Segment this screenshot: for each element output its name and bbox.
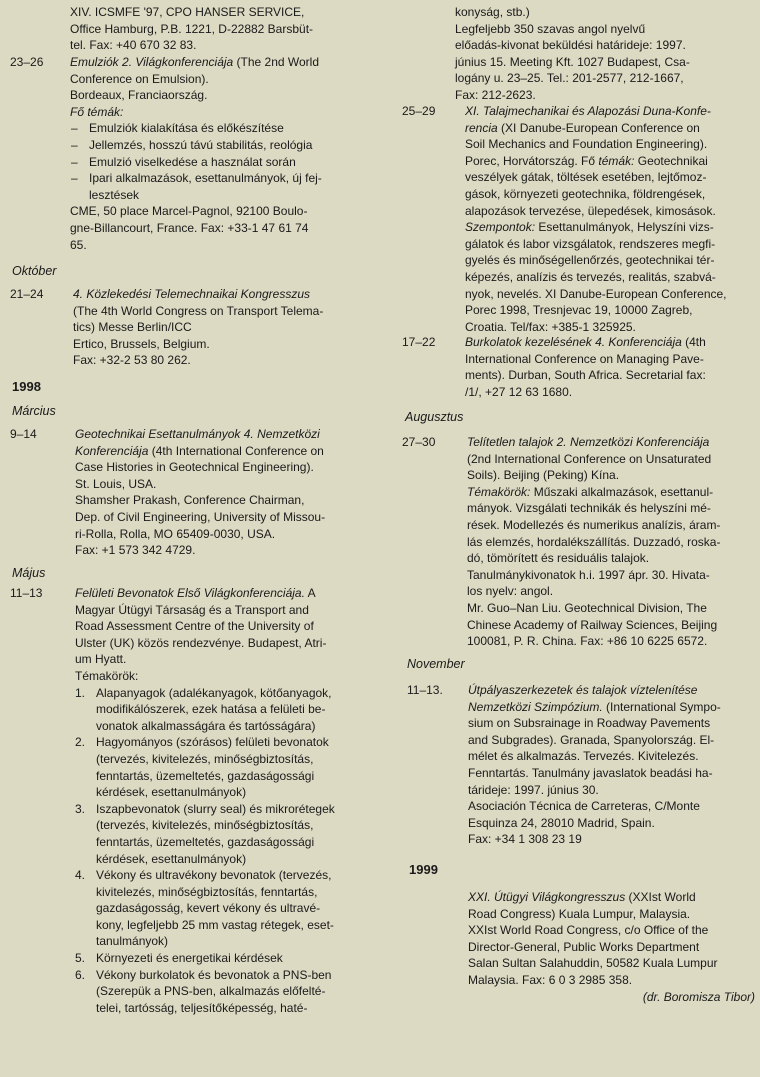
entry-emulsion	[70, 54, 360, 253]
text-line: Croatia. Tel/fax: +385-1 325925.	[465, 319, 636, 334]
text-line: kony, legfeljebb 25 mm vastag rétegek, eset-	[96, 917, 334, 932]
entry-continuation	[70, 4, 360, 54]
text-span: Geotechnikai	[634, 153, 708, 168]
topics-list	[75, 685, 365, 1017]
text-line: Tanulmánykivonatok h.i. 1997 ápr. 30. Hivata-	[467, 567, 710, 582]
text-line: ments). Durban, South Africa. Secretarial fax:	[465, 368, 706, 383]
text-line: Conference on Emulsion).	[70, 71, 209, 86]
text-line: kérdések, esettanulmányok)	[96, 851, 247, 866]
text-line: Shamsher Prakash, Conference Chairman,	[75, 493, 305, 508]
text-span: (International Sympo-	[602, 699, 721, 714]
text-line: Fenntartás. Tanulmány javaslatok beadási ha-	[468, 765, 713, 780]
text-span: A	[304, 586, 316, 600]
text-line: június 15. Meeting Kft. 1027 Budapest, Csa-	[455, 54, 690, 69]
entry-title: XI. Talajmechanikai és Alapozási Duna-Konfe-	[465, 104, 711, 118]
entry-date: 25–29	[402, 104, 436, 118]
text-line: (tervezés, kivitelezés, minőségbiztosítás,	[96, 751, 314, 766]
text-line: /1/, +27 12 63 1680.	[465, 384, 573, 399]
text-line: modifikálószerek, ezek hatása a felületi be-	[96, 702, 326, 717]
entry-title: 4. Közlekedési Telemechnaikai Kongresszus	[73, 287, 311, 301]
entry-date: 27–30	[402, 435, 436, 449]
text-line: Bordeaux, Franciaország.	[70, 88, 208, 103]
text-line: kivitelezés, minőségbiztosítás, fenntartás,	[96, 884, 318, 899]
label-span: témák:	[598, 153, 635, 168]
label-span: Szempontok:	[465, 220, 536, 235]
entry-pavements	[465, 334, 755, 400]
text-line: Soils). Beijing (Peking) Kína.	[467, 468, 620, 483]
list-item	[75, 801, 365, 867]
text-line: Porec 1998, Tresnjevac 19, 10000 Zagreb,	[465, 303, 693, 318]
text-line: International Conference on Managing Pave-	[465, 351, 704, 366]
entry-date: 23–26	[10, 55, 44, 69]
text-line: tel. Fax: +40 670 32 83.	[70, 38, 197, 53]
text-line: and Subgrades). Granada, Spanyolország. El-	[468, 732, 715, 747]
entry-danube	[465, 103, 755, 335]
text-line: tárideje: 1997. június 30.	[468, 782, 599, 797]
text-line: um Hyatt.	[75, 652, 127, 667]
label-span: Témakörök:	[467, 484, 531, 499]
text-line: Salan Sultan Salahuddin, 50582 Kuala Lumpur	[468, 956, 718, 971]
text-span: Műszaki alkalmazások, esettanul-	[530, 484, 714, 499]
list-item: – Emulziók kialakítása és előkészítése	[70, 120, 360, 137]
entry-surface-coatings	[75, 585, 365, 1016]
text-line: Magyar Útügyi Társaság és a Transport and	[75, 602, 309, 617]
text-line: Fax: +1 573 342 4729.	[75, 543, 196, 558]
entry-unsaturated-soils	[467, 434, 755, 650]
item-number: 3.	[75, 801, 86, 816]
text-span: Porec, Horvátország. Fő	[465, 153, 599, 168]
item-number: 5.	[75, 951, 86, 966]
entry-title: Telítetlen talajok 2. Nemzetközi Konferenciája	[467, 435, 710, 449]
month-heading: Augusztus	[405, 410, 464, 424]
text-line: Fax: +34 1 308 23 19	[468, 832, 582, 847]
text-line: tics) Messe Berlin/ICC	[73, 320, 192, 335]
entry-geotech	[75, 426, 363, 559]
entry-date: 21–24	[10, 287, 44, 301]
list-item: – Ipari alkalmazások, esettanulmányok, új fej-lesztések	[70, 170, 360, 203]
text-line: Fax: +32-2 53 80 262.	[73, 353, 191, 368]
text-line: (tervezés, kivitelezés, minőségbiztosítás,	[96, 818, 314, 833]
text-line: lás elemzés, hordalékszállítás. Duzzadó, roska-	[467, 534, 721, 549]
text-line: Ulster (UK) közös rendezvénye. Budapest, Atri-	[75, 635, 327, 650]
text-line: Dep. of Civil Engineering, University of Missou-	[75, 509, 326, 524]
entry-telematics	[73, 286, 363, 369]
year-heading: 1999	[409, 862, 438, 877]
text-line: 100081, P. R. China. Fax: +86 10 6225 6572.	[467, 634, 708, 649]
text-span: (4th International Conference on	[148, 443, 324, 458]
text-line: Alapanyagok (adalékanyagok, kötőanyagok,	[96, 685, 332, 700]
text-line: mélet és alkalmazás. Tervezés. Kivitelezés.	[468, 749, 699, 764]
text-line: Esquinza 24, 28010 Madrid, Spain.	[468, 815, 655, 830]
text-line: (Szerepük a PNS-ben, alkalmazás előfelté-	[96, 984, 326, 999]
text-line: Hagyományos (szórásos) felületi bevonatok	[96, 735, 329, 750]
text-line: Chinese Academy of Railway Sciences, Beijing	[467, 617, 718, 632]
text-line: gálatok és labor vizsgálatok, rendszeres megfi-	[465, 236, 716, 251]
text-line: gások, környezeti geotechnika, földrengések,	[465, 186, 706, 201]
text-line: konyság, stb.)	[455, 5, 530, 19]
text-line: gazdaságosság, kevert vékony és ultravé-	[96, 901, 321, 916]
text-line: XIV. ICSMFE '97, CPO HANSER SERVICE,	[70, 5, 305, 19]
author-signature: (dr. Boromisza Tibor)	[642, 989, 755, 1004]
text-span: (The 2nd World	[233, 55, 320, 69]
text-line: CME, 50 place Marcel-Pagnol, 92100 Boulo-	[70, 204, 308, 219]
list-item: – Emulzió viselkedése a használat során	[70, 154, 360, 171]
entry-date: 17–22	[402, 335, 436, 349]
text-line: Témakörök:	[75, 668, 139, 683]
text-line: dó, tömörített és residuális talajok.	[467, 551, 650, 566]
entry-date: 9–14	[10, 427, 37, 441]
text-line: fenntartás, üzemeltetés, gazdaságossági	[96, 834, 315, 849]
text-line: Case Histories in Geotechnical Engineering).	[75, 460, 314, 475]
entry-title: Geotechnikai Esettanulmányok 4. Nemzetközi	[75, 427, 320, 441]
text-line: Road Congress) Kuala Lumpur, Malaysia.	[468, 906, 691, 921]
text-line: los nyelv: angol.	[467, 584, 554, 599]
text-line: fenntartás, üzemeltetés, gazdaságossági	[96, 768, 315, 783]
text-line: (2nd International Conference on Unsaturated	[467, 451, 712, 466]
item-number: 6.	[75, 967, 86, 982]
text-line: Fax: 212-2623.	[455, 87, 536, 102]
text-line: sium on Subsrainage in Roadway Pavements	[468, 716, 711, 731]
text-span: Esettanulmányok, Helyszíni vizs-	[535, 220, 714, 235]
text-line: Road Assessment Centre of the University of	[75, 619, 314, 634]
text-line: Director-General, Public Works Department	[468, 939, 700, 954]
list-item	[75, 734, 365, 800]
text-line: ri-Rolla, Rolla, MO 65409-0030, USA.	[75, 526, 276, 541]
text-line: tanulmányok)	[96, 934, 169, 949]
text-line: Soil Mechanics and Foundation Engineering).	[465, 137, 708, 152]
entry-title: XXI. Útügyi Világkongresszus	[468, 890, 626, 904]
entry-date: 11–13.	[407, 683, 443, 697]
text-line: Asociación Técnica de Carreteras, C/Monte	[468, 799, 700, 814]
text-line: rések. Modellezés és numerikus analízis, áram-	[467, 517, 721, 532]
entry-title: Útpályaszerkezetek és talajok víztelenítése	[468, 683, 698, 697]
entry-title-cont: Nemzetközi Szimpózium.	[468, 699, 603, 714]
entry-title: Emulziók 2. Világkonferenciája	[70, 55, 234, 69]
text-line: nyok, nevelés. XI Danube-European Conference,	[465, 286, 727, 301]
month-heading: Október	[12, 264, 57, 278]
entry-continuation	[455, 4, 752, 104]
month-heading: Május	[12, 566, 46, 580]
entry-title-cont: Konferenciája	[75, 443, 149, 458]
text-line: gyelés és minőségellenőrzés, geotechnikai tér-	[465, 253, 715, 268]
text-line: Környezeti és energetikai kérdések	[96, 951, 283, 966]
item-number: 1.	[75, 685, 86, 700]
text-line: Vékony burkolatok és bevonatok a PNS-ben	[96, 967, 332, 982]
list-item	[75, 950, 365, 967]
list-item	[75, 867, 365, 950]
text-span: (4th	[681, 335, 706, 349]
list-item	[75, 967, 365, 1017]
text-line: Vékony és ultravékony bevonatok (tervezés,	[96, 868, 332, 883]
text-line: 65.	[70, 237, 87, 252]
text-line: Mr. Guo–Nan Liu. Geotechnical Division, The	[467, 600, 707, 615]
text-line: St. Louis, USA.	[75, 476, 157, 491]
topics-list	[70, 120, 360, 203]
list-item	[75, 685, 365, 735]
text-line: gne-Billancourt, France. Fax: +33-1 47 61 74	[70, 220, 309, 235]
entry-title: Felületi Bevonatok Első Világkonferenciája.	[75, 586, 305, 600]
topics-label: Fő témák:	[70, 104, 124, 119]
text-line: Malaysia. Fax: 6 0 3 2985 358.	[468, 972, 633, 987]
text-line: előadás-kivonat beküldési határideje: 1997.	[455, 38, 686, 53]
month-heading: Március	[12, 404, 56, 418]
item-number: 2.	[75, 735, 86, 750]
text-line: vonatok alkalmasságára és tartósságára)	[96, 718, 316, 733]
text-line: Ertico, Brussels, Belgium.	[73, 336, 210, 351]
text-span: (XI Danube-European Conference on	[497, 120, 700, 135]
text-line: képezés, analízis és tervezés, realitás, szabvá-	[465, 269, 716, 284]
text-line: kérdések, esettanulmányok)	[96, 785, 247, 800]
entry-title-cont: rencia	[465, 120, 498, 135]
text-line: Legfeljebb 350 szavas angol nyelvű	[455, 21, 646, 36]
year-heading: 1998	[12, 379, 41, 394]
month-heading: November	[407, 657, 465, 671]
entry-date: 11–13	[10, 586, 43, 600]
text-line: alapozások tervezése, ülepedések, kimosások.	[465, 203, 716, 218]
text-line: Iszapbevonatok (slurry seal) és mikrorétegek	[96, 801, 335, 816]
text-line: Office Hamburg, P.B. 1221, D-22882 Barsbüt-	[70, 21, 314, 36]
text-line: logány u. 23–25. Tel.: 201-2577, 212-1667,	[455, 71, 684, 86]
text-line: mányok. Vizsgálati technikák és helyszíni mé-	[467, 501, 711, 516]
text-line: (The 4th World Congress on Transport Telema-	[73, 303, 324, 318]
text-line: veszélyek gátak, töltések esetében, lejtőmoz-	[465, 170, 707, 185]
text-span: (XXIst World	[625, 890, 696, 904]
text-line: telei, tartósság, teljesítőképesség, haté-	[96, 1000, 308, 1015]
list-item: – Jellemzés, hosszú távú stabilitás, reológia	[70, 137, 360, 154]
entry-world-road-congress	[468, 889, 755, 1005]
entry-subdrainage	[468, 682, 756, 848]
text-line: XXIst World Road Congress, c/o Office of the	[468, 923, 709, 938]
item-number: 4.	[75, 868, 86, 883]
entry-title: Burkolatok kezelésének 4. Konferenciája	[465, 335, 682, 349]
